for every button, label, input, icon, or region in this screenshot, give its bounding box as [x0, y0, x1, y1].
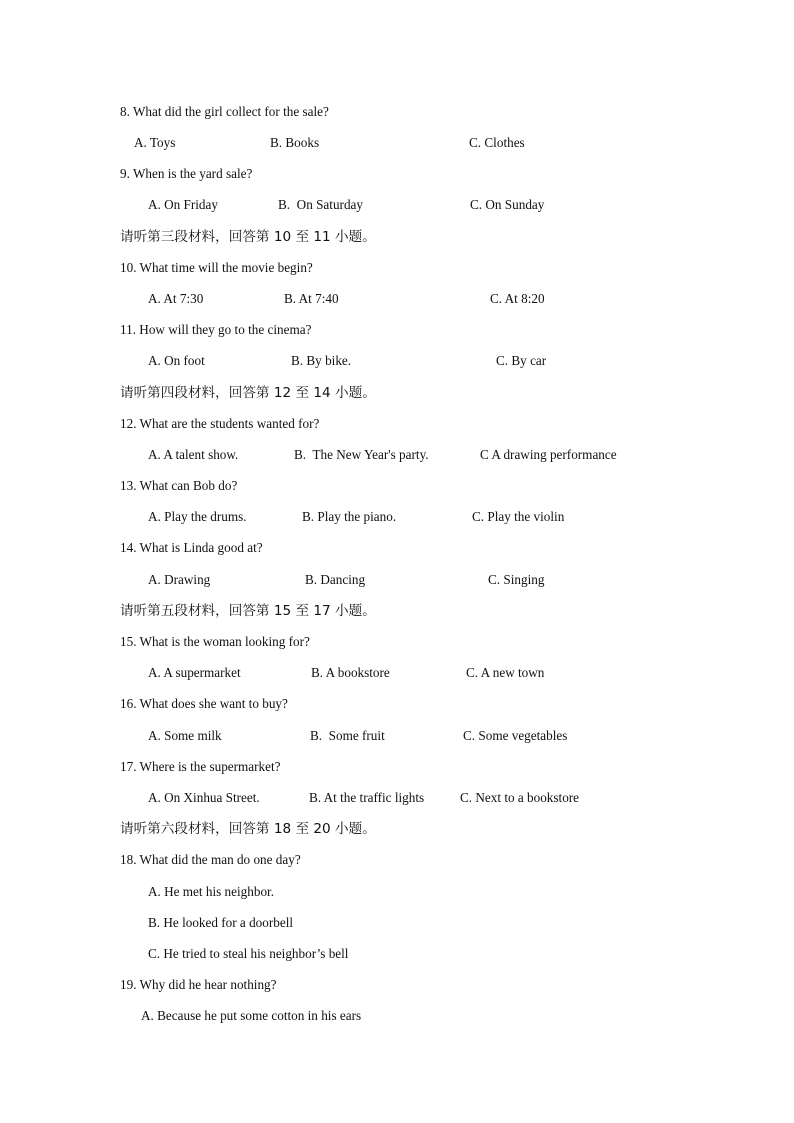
q12-option-b: B. The New Year's party. — [294, 447, 429, 462]
q15-option-a: A. A supermarket — [148, 665, 241, 680]
q11-option-c: C. By car — [496, 353, 547, 368]
section-5-instruction: 请听第五段材料，回答第 15 至 17 小题。 — [120, 603, 376, 619]
q15-option-b: B. A bookstore — [311, 665, 390, 680]
q13-option-b: B. Play the piano. — [302, 509, 397, 524]
question-14: 14. What is Linda good at? — [120, 540, 263, 555]
section-3-instruction: 请听第三段材料，回答第 10 至 11 小题。 — [120, 229, 376, 245]
q11-option-b: B. By bike. — [291, 353, 352, 368]
q18-option-a: A. He met his neighbor. — [148, 884, 274, 899]
q8-option-b: B. Books — [270, 135, 320, 150]
q16-option-c: C. Some vegetables — [463, 728, 568, 743]
section-4-instruction: 请听第四段材料，回答第 12 至 14 小题。 — [120, 385, 376, 401]
question-10: 10. What time will the movie begin? — [120, 260, 313, 275]
q17-option-c: C. Next to a bookstore — [460, 790, 580, 805]
q14-option-a: A. Drawing — [148, 572, 211, 587]
q13-option-a: A. Play the drums. — [148, 509, 247, 524]
q9-option-b: B. On Saturday — [278, 197, 363, 212]
q14-option-c: C. Singing — [488, 572, 545, 587]
q10-option-b: B. At 7:40 — [284, 291, 339, 306]
q16-option-a: A. Some milk — [148, 728, 222, 743]
q9-option-c: C. On Sunday — [470, 197, 545, 212]
question-12: 12. What are the students wanted for? — [120, 416, 320, 431]
question-19: 19. Why did he hear nothing? — [120, 977, 277, 992]
q8-option-c: C. Clothes — [469, 135, 525, 150]
question-8: 8. What did the girl collect for the sale? — [120, 104, 329, 119]
q8-option-a: A. Toys — [134, 135, 176, 150]
question-18: 18. What did the man do one day? — [120, 852, 301, 867]
question-9: 9. When is the yard sale? — [120, 166, 253, 181]
question-17: 17. Where is the supermarket? — [120, 759, 281, 774]
q18-option-c: C. He tried to steal his neighbor’s bell — [148, 946, 349, 961]
q10-option-a: A. At 7:30 — [148, 291, 204, 306]
section-6-instruction: 请听第六段材料，回答第 18 至 20 小题。 — [120, 821, 376, 837]
q19-option-a: A. Because he put some cotton in his ears — [141, 1008, 362, 1023]
question-16: 16. What does she want to buy? — [120, 696, 288, 711]
question-15: 15. What is the woman looking for? — [120, 634, 310, 649]
q16-option-b: B. Some fruit — [310, 728, 385, 743]
q14-option-b: B. Dancing — [305, 572, 366, 587]
q15-option-c: C. A new town — [466, 665, 545, 680]
question-11: 11. How will they go to the cinema? — [120, 322, 312, 337]
q11-option-a: A. On foot — [148, 353, 205, 368]
question-13: 13. What can Bob do? — [120, 478, 238, 493]
q17-option-a: A. On Xinhua Street. — [148, 790, 260, 805]
q17-option-b: B. At the traffic lights — [309, 790, 425, 805]
q12-option-a: A. A talent show. — [148, 447, 239, 462]
q13-option-c: C. Play the violin — [472, 509, 565, 524]
q12-option-c: C A drawing performance — [480, 447, 617, 462]
q10-option-c: C. At 8:20 — [490, 291, 545, 306]
q18-option-b: B. He looked for a doorbell — [148, 915, 294, 930]
q9-option-a: A. On Friday — [148, 197, 218, 212]
